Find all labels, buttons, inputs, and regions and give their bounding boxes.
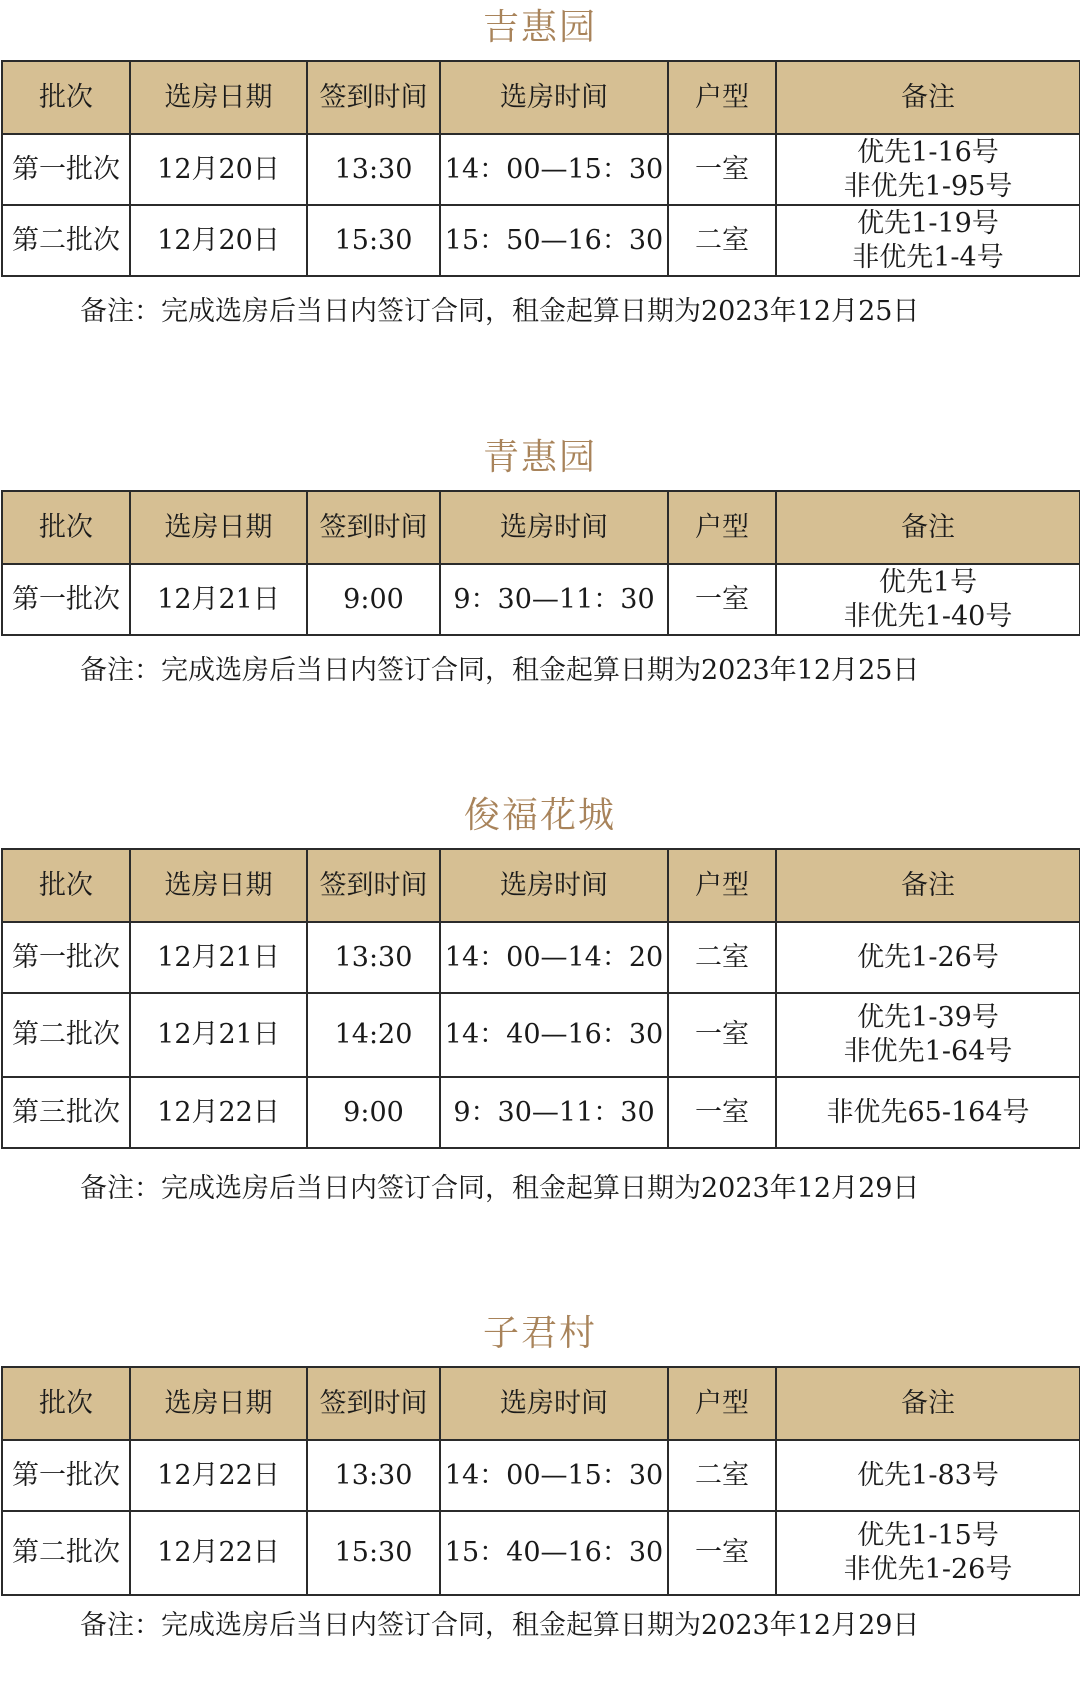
cell-time: 9：30—11：30 [440,1077,668,1148]
cell-type: 一室 [668,564,776,635]
remark-line: 非优先1-64号 [843,1036,1013,1067]
cell-date: 12月20日 [130,205,307,276]
cell-batch: 第二批次 [2,993,130,1077]
section-title: 俊福花城 [463,795,616,836]
cell-checkin: 14:20 [307,993,440,1077]
section-note: 备注：完成选房后当日内签订合同，租金起算日期为2023年12月25日 [80,655,920,686]
header-type: 户型 [668,491,776,564]
cell-batch: 第一批次 [2,134,130,205]
cell-batch: 第一批次 [2,922,130,993]
remark-line: 非优先1-95号 [843,170,1013,202]
cell-type: 一室 [668,134,776,205]
cell-remark: 非优先65-164号 [776,1077,1080,1148]
table-header-row [2,61,1080,134]
cell-batch: 第一批次 [2,1440,130,1511]
table-row [2,205,1080,276]
section-note: 备注：完成选房后当日内签订合同，租金起算日期为2023年12月29日 [80,1610,920,1641]
remark-line: 非优先1-40号 [843,600,1013,632]
remark-line: 优先1-15号 [857,1520,999,1552]
header-remark: 备注 [776,1367,1080,1440]
header-date: 选房日期 [130,1367,307,1440]
cell-batch: 第二批次 [2,1511,130,1595]
header-time: 选房时间 [440,1367,668,1440]
cell-date: 12月21日 [130,993,307,1077]
table-row [2,1511,1080,1595]
cell-date: 12月22日 [130,1440,307,1511]
section-title: 吉惠园 [482,7,597,48]
header-time: 选房时间 [440,849,668,922]
cell-time: 14：00—14：20 [440,922,668,993]
cell-remark [776,134,1080,205]
cell-checkin: 15:30 [307,205,440,276]
cell-date: 12月22日 [130,1077,307,1148]
header-batch: 批次 [2,1367,130,1440]
table-row [2,922,1080,993]
header-batch: 批次 [2,61,130,134]
cell-remark [776,993,1080,1077]
cell-type: 一室 [668,1511,776,1595]
schedule-table [1,60,1080,277]
cell-remark: 优先1-26号 [776,922,1080,993]
header-remark: 备注 [776,491,1080,564]
header-checkin: 签到时间 [307,849,440,922]
schedule-table [1,490,1080,636]
header-remark: 备注 [776,849,1080,922]
table-header-row [2,1367,1080,1440]
cell-remark [776,564,1080,635]
header-remark: 备注 [776,61,1080,134]
table-header-row [2,491,1080,564]
cell-batch: 第二批次 [2,205,130,276]
cell-checkin: 13:30 [307,922,440,993]
header-type: 户型 [668,849,776,922]
table-header-row [2,849,1080,922]
header-batch: 批次 [2,849,130,922]
cell-time: 15：40—16：30 [440,1511,668,1595]
section-title: 子君村 [482,1313,597,1354]
section-note: 备注：完成选房后当日内签订合同，租金起算日期为2023年12月25日 [80,296,920,327]
header-batch: 批次 [2,491,130,564]
header-date: 选房日期 [130,61,307,134]
remark-line: 非优先1-4号 [852,241,1004,273]
cell-remark [776,1511,1080,1595]
header-type: 户型 [668,1367,776,1440]
header-date: 选房日期 [130,849,307,922]
cell-type: 二室 [668,1440,776,1511]
remark-line: 优先1号 [878,566,978,598]
cell-time: 15：50—16：30 [440,205,668,276]
cell-date: 12月21日 [130,564,307,635]
cell-remark: 优先1-83号 [776,1440,1080,1511]
table-row [2,1077,1080,1148]
remark-line: 优先1-16号 [857,136,999,168]
cell-batch: 第一批次 [2,564,130,635]
cell-date: 12月20日 [130,134,307,205]
table-row [2,1440,1080,1511]
header-date: 选房日期 [130,491,307,564]
cell-remark [776,205,1080,276]
header-checkin: 签到时间 [307,491,440,564]
cell-type: 一室 [668,1077,776,1148]
table-row [2,564,1080,635]
table-row [2,993,1080,1077]
schedule-table [1,848,1080,1149]
section-title: 青惠园 [482,437,597,478]
cell-type: 一室 [668,993,776,1077]
header-time: 选房时间 [440,491,668,564]
header-time: 选房时间 [440,61,668,134]
cell-checkin: 13:30 [307,1440,440,1511]
cell-checkin: 15:30 [307,1511,440,1595]
cell-time: 14：40—16：30 [440,993,668,1077]
section-note: 备注：完成选房后当日内签订合同，租金起算日期为2023年12月29日 [80,1173,920,1204]
remark-line: 优先1-39号 [857,1002,999,1034]
cell-checkin: 9:00 [307,1077,440,1148]
cell-batch: 第三批次 [2,1077,130,1148]
remark-line: 优先1-19号 [857,207,999,239]
cell-date: 12月22日 [130,1511,307,1595]
cell-type: 二室 [668,205,776,276]
cell-checkin: 9:00 [307,564,440,635]
cell-time: 14：00—15：30 [440,1440,668,1511]
cell-checkin: 13:30 [307,134,440,205]
cell-time: 14：00—15：30 [440,134,668,205]
cell-date: 12月21日 [130,922,307,993]
cell-type: 二室 [668,922,776,993]
remark-line: 非优先1-26号 [843,1554,1013,1585]
cell-time: 9：30—11：30 [440,564,668,635]
header-checkin: 签到时间 [307,61,440,134]
header-checkin: 签到时间 [307,1367,440,1440]
table-row [2,134,1080,205]
schedule-table [1,1366,1080,1596]
header-type: 户型 [668,61,776,134]
